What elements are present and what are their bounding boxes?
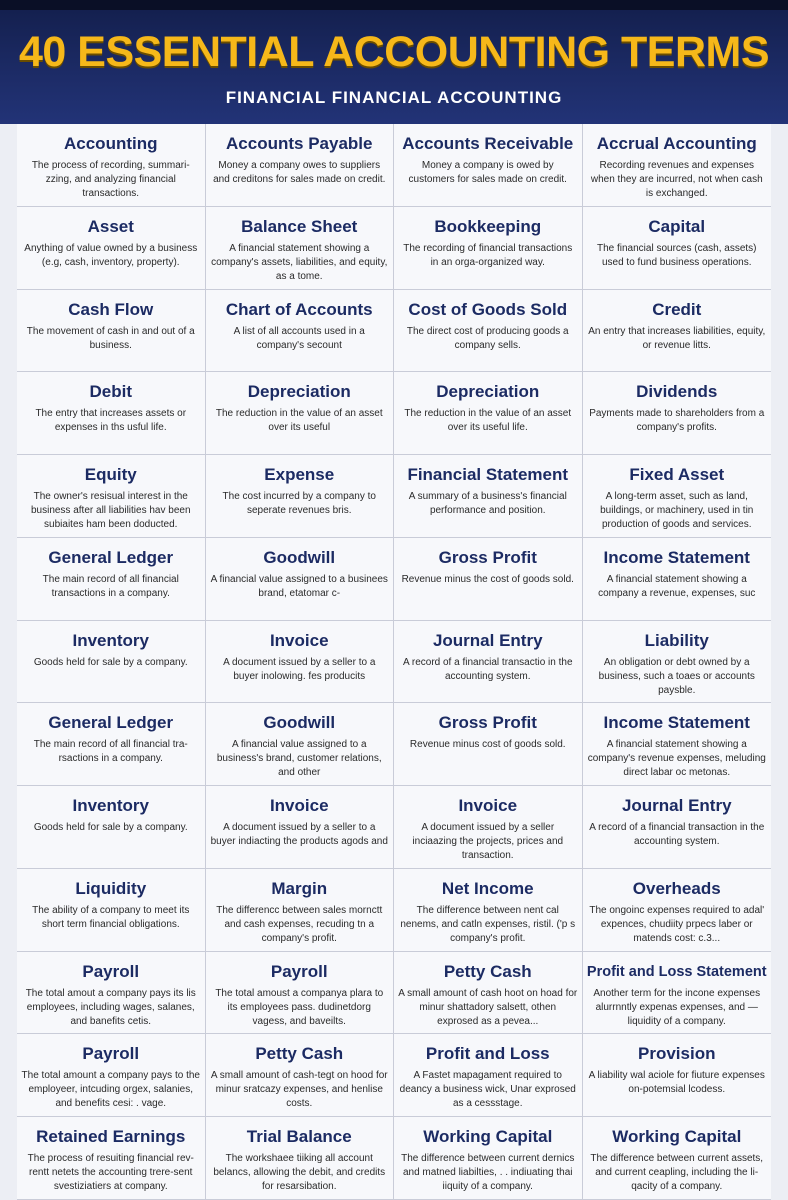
- term-definition: The process of resuiting financial rev-rentt netets the accounting trere-sent svestiziatiers at company.: [27, 1153, 194, 1193]
- term-title: Payroll: [270, 961, 328, 981]
- term-card: [394, 869, 583, 952]
- term-definition: The total amout a company pays its lis employees, including wages, salanes, and banefits cetis.: [25, 987, 196, 1027]
- term-card: [583, 1117, 772, 1200]
- term-title: Financial Statement: [407, 465, 569, 485]
- term-definition: The main record of all financial tra-rsactions in a company.: [33, 739, 188, 765]
- term-definition: A list of all accounts used in a company's secount: [233, 325, 365, 351]
- term-title: Depreciation: [247, 382, 351, 402]
- term-title: Petty Cash: [255, 1044, 344, 1064]
- term-card: [206, 207, 395, 290]
- term-card: [206, 538, 395, 621]
- term-card: [394, 786, 583, 869]
- term-definition: The process of recording, summari-zzing, and analyzing financial transactions.: [31, 160, 190, 199]
- term-card: [17, 786, 206, 869]
- term-definition: The entry that increases assets or expenses in ths usful life.: [35, 408, 187, 434]
- term-card: [583, 703, 772, 786]
- term-card: [17, 952, 206, 1035]
- term-card: [394, 1117, 583, 1200]
- term-definition: A document issued by a seller to a buyer indiacting the products agods and: [210, 822, 388, 848]
- term-card: [17, 1034, 206, 1117]
- term-title: Gross Profit: [438, 547, 537, 567]
- term-title: Expense: [264, 465, 335, 485]
- term-definition: A Fastet mapagament required to deancy a business wick, Unar exprosed as a cessstage.: [399, 1070, 576, 1110]
- header-banner: [0, 0, 788, 124]
- term-card: [583, 290, 772, 373]
- term-title: Invoice: [269, 630, 329, 650]
- term-title: Credit: [652, 299, 702, 319]
- term-title: Petty Cash: [443, 961, 532, 981]
- term-definition: Another term for the incone expenses alurrnntly expenas expenses, and — liquidity of a company.: [593, 987, 761, 1027]
- term-title: Asset: [87, 216, 134, 236]
- term-definition: The difference between current dernics and matned liabilties, . . indiuating thai iiquity of a company.: [401, 1153, 575, 1193]
- term-card: [394, 1034, 583, 1117]
- term-title: Journal Entry: [432, 630, 543, 650]
- term-title: Inventory: [72, 796, 150, 816]
- term-title: Liability: [644, 630, 709, 650]
- term-title: Trial Balance: [246, 1127, 352, 1147]
- term-definition: The total amoust a companya plara to its employees pass. dudinetdorg vagess, and baveilts.: [215, 987, 384, 1027]
- term-title: Invoice: [269, 796, 329, 816]
- term-definition: A record of a financial transaction in the accounting system.: [589, 822, 765, 848]
- term-title: Income Statement: [603, 713, 750, 733]
- term-definition: A long-term asset, such as land, buildings, or machinery, used in tin production of goods and services.: [600, 491, 754, 531]
- term-definition: Money a company owes to suppliers and creditons for sales made on credit.: [213, 160, 386, 185]
- term-card: [206, 1034, 395, 1117]
- term-title: Accounting: [64, 134, 158, 153]
- term-card: [17, 124, 206, 207]
- term-card: [394, 124, 583, 207]
- term-title: Goodwill: [263, 547, 336, 567]
- term-definition: A record of a financial transactio in the accounting system.: [402, 656, 573, 682]
- term-title: Depreciation: [436, 382, 540, 402]
- term-title: Provision: [638, 1044, 716, 1064]
- term-card: [583, 372, 772, 455]
- term-card: [583, 952, 772, 1035]
- term-card: [206, 952, 395, 1035]
- term-definition: The main record of all financial transactions in a company.: [42, 573, 179, 599]
- term-card: [206, 703, 395, 786]
- term-card: [17, 372, 206, 455]
- term-definition: Recording revenues and expenses when they are incurred, not when cash is exchanged.: [590, 160, 763, 199]
- term-card: [394, 538, 583, 621]
- term-title: Liquidity: [75, 878, 147, 898]
- term-card: [17, 207, 206, 290]
- term-definition: The cost incurred by a company to seperate revenues bris.: [222, 491, 376, 517]
- term-definition: Revenue minus the cost of goods sold.: [401, 573, 574, 585]
- term-title: Cost of Goods Sold: [408, 299, 568, 319]
- term-title: General Ledger: [48, 547, 174, 567]
- term-title: Balance Sheet: [241, 216, 358, 236]
- term-definition: A summary of a business's financial performance and position.: [408, 491, 567, 517]
- term-title: Margin: [271, 878, 328, 898]
- term-card: [206, 1117, 395, 1200]
- term-definition: The direct cost of producing goods a company sells.: [406, 325, 569, 351]
- term-title: Dividends: [636, 382, 718, 402]
- page-subtitle: FINANCIAL FINANCIAL ACCOUNTING: [225, 88, 563, 107]
- term-definition: Money a company is owed by customers for sales made on credit.: [408, 160, 567, 185]
- term-title: Debit: [89, 382, 132, 402]
- term-title: Journal Entry: [621, 796, 732, 816]
- term-title: Profit and Loss: [425, 1044, 550, 1064]
- term-card: [206, 290, 395, 373]
- term-title: Gross Profit: [438, 713, 537, 733]
- term-card: [394, 952, 583, 1035]
- term-title: Capital: [648, 216, 706, 236]
- term-definition: The recording of financial transactions in an orga-organized way.: [403, 242, 573, 268]
- right-margin: [771, 124, 788, 1200]
- term-card: [17, 703, 206, 786]
- term-definition: A small amount of cash-tegt on hood for minur sratcazy expenses, and henlise costs.: [210, 1070, 388, 1110]
- term-definition: Goods held for sale by a company.: [33, 822, 188, 834]
- term-definition: The difference between nent cal nenems, and catln expenses, ristil. ('p s company's profit.: [400, 904, 576, 944]
- left-margin: [0, 124, 17, 1200]
- term-definition: A financial statement showing a company's assets, liabilities, and equity, as a tome.: [211, 242, 388, 282]
- term-card: [394, 207, 583, 290]
- term-definition: A financial value assigned to a businees brand, etatomar c-: [210, 573, 388, 599]
- term-card: [583, 1034, 772, 1117]
- term-definition: The financial sources (cash, assets) used to fund business operations.: [596, 242, 757, 268]
- term-definition: A financial value assigned to a business's brand, customer relations, and other: [216, 739, 382, 779]
- term-definition: The workshaee tiiking all account belancs, allowing the debit, and credits for resarsibation.: [213, 1153, 386, 1193]
- term-card: [17, 1117, 206, 1200]
- term-definition: A financial statement showing a company a revenue, expenses, suc: [598, 573, 756, 599]
- term-definition: A financial statement showing a company's revenue expenses, meluding direct labar oc metonas.: [587, 739, 766, 779]
- term-definition: A document issued by a seller inciaazing the projects, prices and transaction.: [412, 822, 564, 862]
- term-card: [17, 455, 206, 538]
- term-definition: The reduction in the value of an asset over its useful life.: [404, 408, 572, 434]
- term-title: Inventory: [72, 630, 150, 650]
- term-definition: An entry that increases liabilities, equity, or revenue litts.: [588, 325, 766, 351]
- term-card: [583, 124, 772, 207]
- term-title: Payroll: [82, 961, 140, 981]
- term-card: [394, 621, 583, 704]
- term-card: [17, 621, 206, 704]
- term-card: [206, 869, 395, 952]
- term-title: Working Capital: [423, 1127, 553, 1147]
- term-definition: The movement of cash in and out of a business.: [26, 325, 195, 351]
- term-definition: Revenue minus cost of goods sold.: [409, 739, 566, 751]
- term-title: Accounts Receivable: [402, 134, 574, 153]
- term-title: Invoice: [458, 796, 518, 816]
- term-card: [583, 538, 772, 621]
- terms-grid: [17, 124, 771, 1200]
- term-title: Payroll: [82, 1044, 140, 1064]
- term-card: [17, 290, 206, 373]
- term-card: [394, 290, 583, 373]
- term-title: Equity: [84, 465, 137, 485]
- term-definition: An obligation or debt owned by a business, such a toaes or accounts paysble.: [598, 656, 755, 696]
- term-card: [17, 869, 206, 952]
- term-title: Accounts Payable: [226, 134, 373, 153]
- term-card: [206, 124, 395, 207]
- term-title: Goodwill: [263, 713, 336, 733]
- term-title: Overheads: [632, 878, 721, 898]
- term-card: [206, 455, 395, 538]
- term-definition: The total amount a company pays to the employeer, intcuding orgex, salanies, and benefits cesi: . vage.: [21, 1070, 200, 1110]
- page-title: 40 ESSENTIAL ACCOUNTING TERMS: [18, 28, 770, 76]
- term-title: Fixed Asset: [629, 465, 725, 485]
- term-card: [206, 621, 395, 704]
- term-definition: Goods held for sale by a company.: [33, 656, 188, 668]
- term-title: Accrual Accounting: [596, 134, 757, 153]
- term-card: [206, 786, 395, 869]
- term-title: General Ledger: [48, 713, 174, 733]
- term-definition: Payments made to shareholders from a company's profits.: [589, 408, 765, 434]
- term-definition: A document issued by a seller to a buyer inolowing. fes producits: [223, 656, 376, 682]
- term-definition: The owner's resisual interest in the business after all liabilities hav been subiaites ham been doducted.: [30, 491, 191, 531]
- term-title: Retained Earnings: [36, 1127, 186, 1147]
- term-card: [394, 703, 583, 786]
- term-definition: Anything of value owned by a business (e.g, cash, inventory, property).: [24, 242, 198, 268]
- term-definition: The ongoinc expenses required to adal' expences, chudiity prpecs laber or matends cost: c.3...: [589, 904, 765, 944]
- term-card: [583, 207, 772, 290]
- term-definition: A liability wal aciole for fiuture expenses on-potemsial lcodess.: [588, 1070, 765, 1096]
- term-card: [394, 455, 583, 538]
- term-title: Bookkeeping: [434, 216, 542, 236]
- term-title: Income Statement: [603, 547, 750, 567]
- term-title: Chart of Accounts: [225, 299, 373, 319]
- term-card: [206, 372, 395, 455]
- term-card: [17, 538, 206, 621]
- term-card: [583, 621, 772, 704]
- term-title: Working Capital: [612, 1127, 742, 1147]
- term-definition: The difference between current assets, and current ceapling, including the li-qacity of a company.: [590, 1153, 764, 1193]
- term-definition: The differencc between sales mornctt and cash expenses, recuding tn a company's profit.: [216, 904, 383, 944]
- term-title: Net Income: [441, 878, 534, 898]
- term-card: [394, 372, 583, 455]
- term-card: [583, 786, 772, 869]
- term-card: [583, 869, 772, 952]
- term-title: Profit and Loss Statement: [586, 963, 767, 980]
- term-card: [583, 455, 772, 538]
- term-definition: The ability of a company to meet its short term financial obligations.: [32, 904, 190, 930]
- term-definition: A small amount of cash hoot on hoad for minur shattadory salsett, othen exprosed as a pevea...: [398, 987, 578, 1027]
- term-definition: The reduction in the value of an asset over its useful: [215, 408, 383, 434]
- term-title: Cash Flow: [68, 299, 154, 319]
